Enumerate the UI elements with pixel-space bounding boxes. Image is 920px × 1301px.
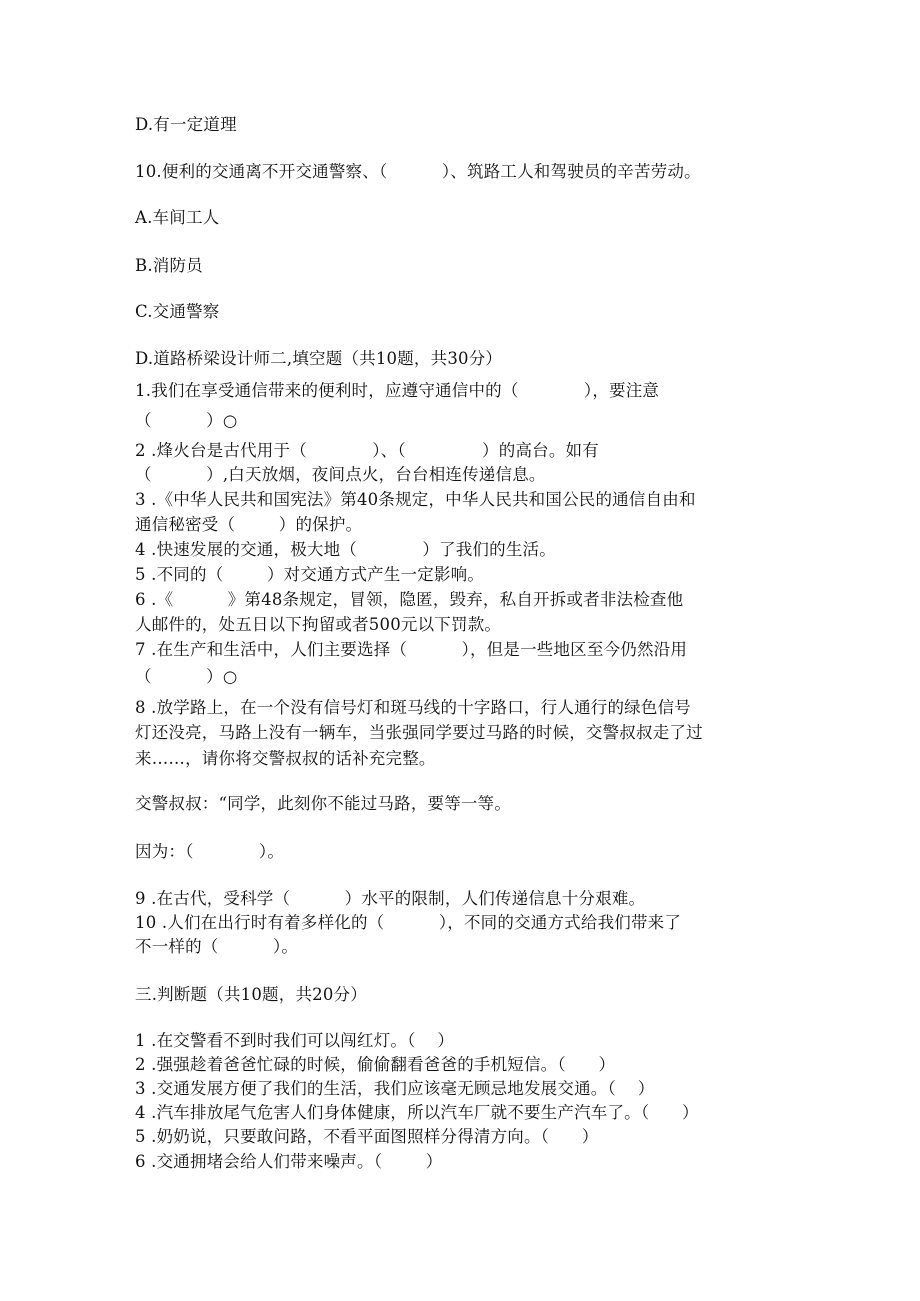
fill-question-2: 2 .烽火台是古代用于（ ）、（ ）的高台。如有 xyxy=(135,441,599,460)
fill-question-1-cont: （ ）○ xyxy=(135,411,238,430)
fill-question-8-speech: 交警叔叔：“同学，此刻你不能过马路，要等一等。 xyxy=(135,794,512,813)
q10-option-d-and-section-2-heading: D.道路桥梁设计师二,填空题（共10题，共30分） xyxy=(135,349,503,368)
judge-question-2: 2 .强强趁着爸爸忙碌的时候，偷偷翻看爸爸的手机短信。（ ） xyxy=(135,1055,616,1074)
section-3-heading: 三.判断题（共10题，共20分） xyxy=(135,985,367,1004)
q9-option-d: D.有一定道理 xyxy=(135,115,237,134)
fill-question-3: 3 .《中华人民共和国宪法》第40条规定，中华人民共和国公民的通信自由和 xyxy=(135,490,696,509)
judge-question-6: 6 .交通拥堵会给人们带来噪声。（ ） xyxy=(135,1152,443,1171)
judge-question-4: 4 .汽车排放尾气危害人们身体健康，所以汽车厂就不要生产汽车了。（ ） xyxy=(135,1103,699,1122)
fill-question-7: 7 .在生产和生活中，人们主要选择（ ），但是一些地区至今仍然沿用 xyxy=(135,640,688,659)
judge-question-5: 5 .奶奶说，只要敢问路，不看平面图照样分得清方向。（ ） xyxy=(135,1127,599,1146)
judge-question-3: 3 .交通发展方便了我们的生活，我们应该毫无顾忌地发展交通。（ ） xyxy=(135,1079,655,1098)
fill-question-4: 4 .快速发展的交通，极大地（ ）了我们的生活。 xyxy=(135,540,556,559)
fill-question-6: 6 .《 》第48条规定，冒领，隐匿，毁弃，私自开拆或者非法检查他 xyxy=(135,590,684,609)
fill-question-10-cont: 不一样的（ ）。 xyxy=(135,937,299,956)
fill-question-8: 8 .放学路上，在一个没有信号灯和斑马线的十字路口，行人通行的绿色信号 xyxy=(135,698,691,717)
fill-question-8-reason: 因为：（ ）。 xyxy=(135,842,285,861)
fill-question-6-cont: 人邮件的，处五日以下拘留或者500元以下罚款。 xyxy=(135,615,502,634)
fill-question-2-cont: （ ）,白天放烟，夜间点火，台台相连传递信息。 xyxy=(135,465,546,484)
fill-question-5: 5 .不同的（ ）对交通方式产生一定影响。 xyxy=(135,565,485,584)
q10-option-b: B.消防员 xyxy=(135,256,203,275)
fill-question-8-cont-1: 灯还没亮，马路上没有一辆车，当张强同学要过马路的时候，交警叔叔走了过 xyxy=(135,723,703,742)
fill-question-8-cont-2: 来……，请你将交警叔叔的话补充完整。 xyxy=(135,749,436,768)
choice-question-10: 10.便利的交通离不开交通警察、（ ）、筑路工人和驾驶员的辛苦劳动。 xyxy=(135,162,701,181)
fill-question-3-cont: 通信秘密受（ ）的保护。 xyxy=(135,515,363,534)
fill-question-7-cont: （ ）○ xyxy=(135,667,238,686)
fill-question-9: 9 .在古代，受科学（ ）水平的限制，人们传递信息十分艰难。 xyxy=(135,889,646,908)
fill-question-1: 1.我们在享受通信带来的便利时，应遵守通信中的（ ），要注意 xyxy=(135,381,660,400)
judge-question-1: 1 .在交警看不到时我们可以闯红灯。（ ） xyxy=(135,1031,455,1050)
q10-option-c: C.交通警察 xyxy=(135,302,220,321)
q10-option-a: A.车间工人 xyxy=(135,208,220,227)
fill-question-10: 10 .人们在出行时有着多样化的（ ），不同的交通方式给我们带来了 xyxy=(135,913,682,932)
